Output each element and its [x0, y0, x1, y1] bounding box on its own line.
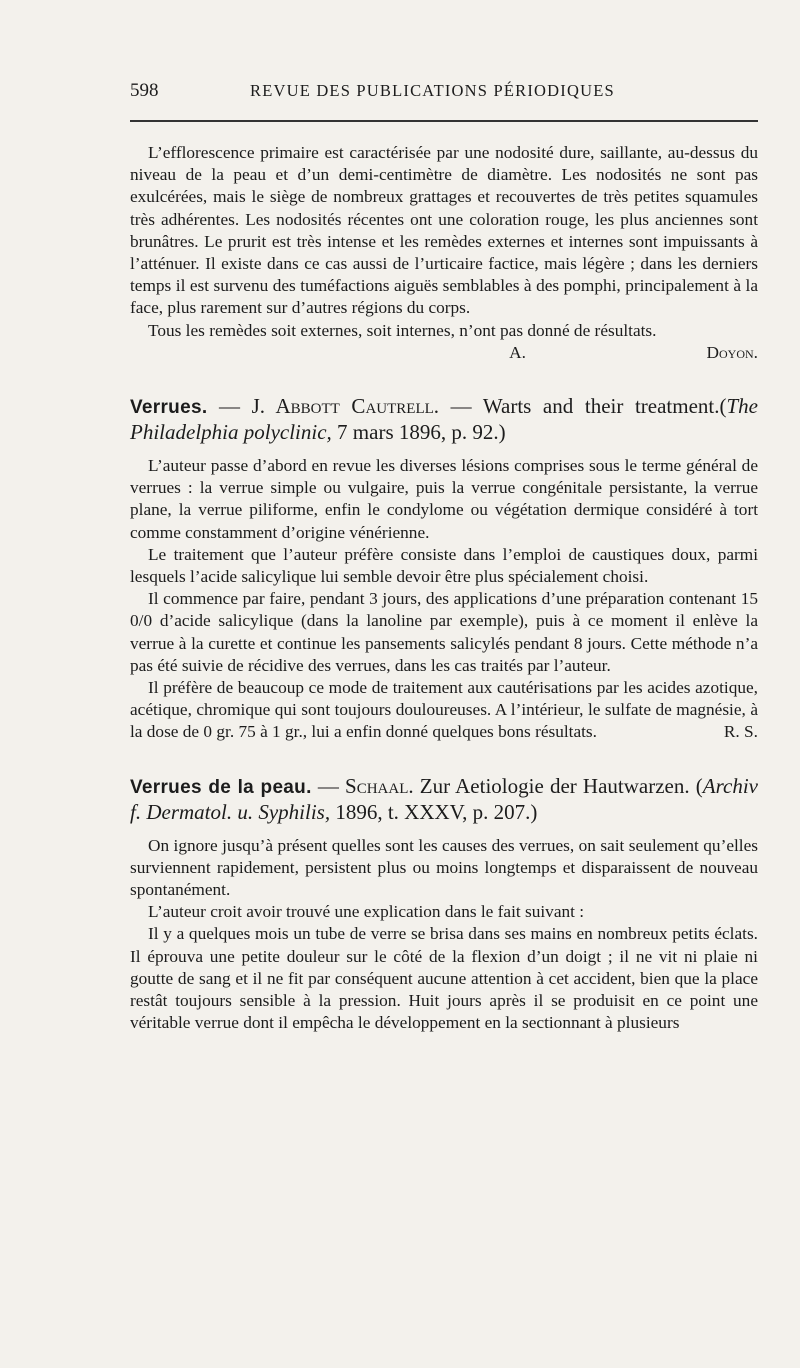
paragraph: L’efflorescence primaire est caractérisée par une nodosité dure, saillante, au-dessus du niveau de la peau et d’un demi-centimètre de diamètre. Les nodosités ne sont pas exulcérées, mais le siège de nombreux grattages et recouvertes de très petites squamules très adhérentes. Les nodosités récentes ont une coloration rouge, les plus anciennes sont brunâtres. Le prurit est très intense et les remèdes externes et internes sont impuissants à l’atténuer. Il existe dans ce cas aussi de l’urticaire factice, mais légère ; dans les derniers temps il est survenu des tuméfactions aiguës semblables à des pomphi, principalement à la face, plus rarement sur d’autres régions du corps.: [130, 143, 758, 318]
article-journal: The Philadelphia polyclinic,: [130, 394, 758, 445]
article-citation: 1896, t. XXXV, p. 207.): [335, 799, 538, 824]
article-author: Schaal.: [345, 773, 414, 798]
dash: —: [317, 773, 339, 798]
page-content: [130, 142, 758, 1035]
signature: A. Doyon.: [509, 342, 758, 362]
dash: —: [450, 394, 472, 419]
article-journal: Archiv f. Dermatol. u. Syphilis,: [130, 773, 758, 824]
paragraph: L’auteur passe d’abord en revue les diverses lésions comprises sous le terme général de verrues : la verrue simple ou vulgaire, puis la verrue congénitale persistante, la verrue plane, la verrue piliforme, enfin le condylome ou végétation dermique considéré à tort comme constamment d’origine vénérienne.: [130, 456, 758, 542]
article-heading: [130, 394, 758, 445]
header-rule: [130, 120, 758, 122]
dash: —: [219, 394, 241, 419]
journal-page: [130, 76, 758, 1033]
paragraph: Il y a quelques mois un tube de verre se brisa dans ses mains en nombreux petits éclats. Il éprouva une petite douleur sur le côté de la flexion d’un doigt ; il ne vit ni plaie ni goutte de sang et il ne fit par conséquent aucune attention à cet accident, bien que la place restât toujours sensible à la pression. Huit jours après il se produisit en ce point une véritable verrue dont il empêcha le développement en la sectionnant à plusieurs: [130, 924, 758, 1033]
article-title: Warts and their treatment.: [482, 394, 720, 419]
paren: (: [719, 394, 727, 419]
running-head: [130, 76, 758, 106]
article-heading: [130, 774, 758, 825]
paragraph: [130, 677, 758, 744]
paren: (: [695, 773, 703, 798]
paragraph: Tous les remèdes soit externes, soit internes, n’ont pas donné de résultats.: [148, 320, 657, 340]
article-headword: Verrues de la peau.: [130, 776, 312, 798]
paragraph: L’auteur croit avoir trouvé une explication dans le fait suivant :: [148, 902, 585, 922]
running-title: REVUE DES PUBLICATIONS PÉRIODIQUES: [250, 81, 615, 100]
signature: R. S.: [723, 722, 758, 742]
article-title: Zur Aetiologie der Hautwarzen.: [419, 773, 690, 798]
article-citation: 7 mars 1896, p. 92.): [337, 420, 506, 445]
page-number: 598: [130, 80, 159, 101]
signature-line: [130, 342, 758, 364]
paragraph: On ignore jusqu’à présent quelles sont les causes des verrues, on sait seulement qu’elles surviennent rapidement, persistent plus ou moins longtemps et disparaissent de nouveau spontanément.: [130, 835, 758, 900]
paragraph: Il commence par faire, pendant 3 jours, des applications d’une préparation contenant 15 0/0 d’acide salicylique (dans la lanoline par exemple), puis à ce moment il enlève la verrue à la curette et continue les pansements salicylés pendant 8 jours. Cette méthode n’a pas été suivie de récidive des verrues, dans les cas traités par l’auteur.: [130, 589, 758, 675]
paragraph-text: Il préfère de beaucoup ce mode de traitement aux cautérisations par les acides azotique, acétique, chromique qui sont toujours douloureuses. A l’intérieur, le sulfate de magnésie, à la dose de 0 gr. 75 à 1 gr., lui a enfin donné quelques bons résultats.: [130, 678, 758, 742]
article-author: J. Abbott Cautrell.: [251, 394, 440, 419]
paragraph: Le traitement que l’auteur préfère consiste dans l’emploi de caustiques doux, parmi lesquels l’acide salicylique lui semble devoir être plus spécialement choisi.: [130, 544, 758, 587]
article-headword: Verrues.: [130, 397, 208, 419]
